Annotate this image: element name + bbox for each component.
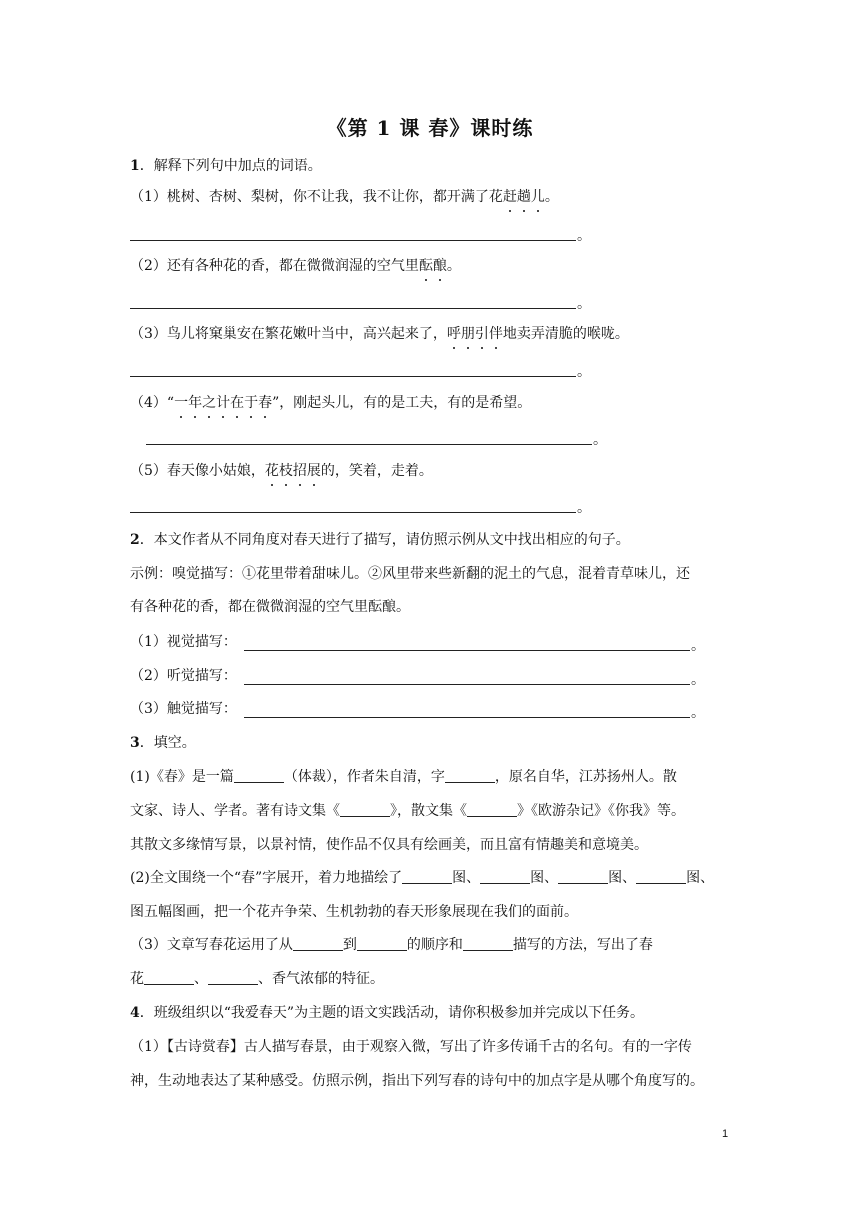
- q3-number: 3: [130, 735, 140, 751]
- answer-period: 。: [577, 228, 591, 244]
- answer-line[interactable]: [146, 444, 592, 445]
- fill-blank[interactable]: [234, 768, 284, 783]
- fill-blank[interactable]: [340, 802, 390, 817]
- q1-item-5: （5）春天像小姑娘，花枝招展的，笑着，走着。: [130, 463, 433, 479]
- page-number: 1: [722, 1128, 729, 1140]
- fill-blank[interactable]: [636, 869, 686, 884]
- fill-blank[interactable]: [463, 936, 513, 951]
- dotted-word: 一年之计在于春: [174, 395, 273, 411]
- answer-line[interactable]: [244, 717, 690, 718]
- fill-blank[interactable]: [445, 768, 495, 783]
- answer-line[interactable]: [130, 376, 576, 377]
- q1-item-4: （4）“一年之计在于春”，刚起头儿，有的是工夫，有的是希望。: [130, 395, 532, 411]
- fill-blank[interactable]: [480, 869, 530, 884]
- q2-example-line-1: 示例：嗅觉描写：①花里带着甜味儿。②风里带来些新翻的泥土的气息，混着青草味儿，还: [130, 566, 690, 582]
- q3-p1-line-2: 文家、诗人、学者。著有诗文集《 》，散文集《 》《欧游杂记》《你我》等。: [130, 803, 685, 819]
- answer-period: 。: [691, 672, 705, 688]
- q2-item-2: （2）听觉描写：: [130, 668, 237, 684]
- fill-blank[interactable]: [144, 970, 194, 985]
- fill-blank[interactable]: [467, 802, 517, 817]
- answer-line[interactable]: [130, 240, 576, 241]
- dotted-word: 呼朋引伴: [446, 326, 503, 342]
- answer-period: 。: [577, 364, 591, 380]
- q3-p2-line-2: 图五幅图画，把一个花卉争荣、生机勃勃的春天形象展现在我们的面前。: [130, 904, 578, 920]
- q2-item-1: （1）视觉描写：: [130, 634, 237, 650]
- dotted-word: 花枝招展: [264, 463, 321, 479]
- q1-stem: 1．解释下列句中加点的词语。: [130, 158, 322, 174]
- q2-item-3: （3）触觉描写：: [130, 701, 237, 717]
- answer-period: 。: [593, 432, 607, 448]
- q1-item-1: （1）桃树、杏树、梨树，你不让我，我不让你，都开满了花赶趟儿。: [130, 189, 559, 205]
- answer-line[interactable]: [130, 512, 576, 513]
- q4-stem: 4．班级组织以“我爱春天”为主题的语文实践活动，请你积极参加并完成以下任务。: [130, 1005, 645, 1021]
- q3-p2-line-1: (2)全文围绕一个“春”字展开，着力地描绘了 图、 图、 图、 图、: [130, 870, 715, 886]
- fill-blank[interactable]: [357, 936, 407, 951]
- fill-blank[interactable]: [208, 970, 258, 985]
- dotted-word: 酝酿: [418, 258, 447, 274]
- q3-p1-line-1: (1)《春》是一篇 （体裁），作者朱自清，字 ，原名自华，江苏扬州人。散: [130, 769, 677, 785]
- q3-p3-line-2: 花 、 、香气浓郁的特征。: [130, 971, 384, 987]
- q2-example-line-2: 有各种花的香，都在微微润湿的空气里酝酿。: [130, 599, 410, 615]
- answer-period: 。: [577, 500, 591, 516]
- q4-p1: （1）【古诗赏春】古人描写春景，由于观察入微，写出了许多传诵千古的名句。有的一字传: [130, 1039, 692, 1055]
- answer-line[interactable]: [130, 308, 576, 309]
- q1-item-2: （2）还有各种花的香，都在微微润湿的空气里酝酿。: [130, 258, 461, 274]
- fill-blank[interactable]: [558, 869, 608, 884]
- answer-period: 。: [691, 705, 705, 721]
- answer-period: 。: [577, 296, 591, 312]
- q3-p3-line-1: （3）文章写春花运用了从 到 的顺序和 描写的方法，写出了春: [130, 937, 653, 953]
- q3-stem: 3．填空。: [130, 735, 196, 751]
- answer-line[interactable]: [244, 684, 690, 685]
- q1-number: 1: [130, 158, 140, 174]
- page-title: 《第 1 课 春》课时练: [326, 116, 534, 140]
- fill-blank[interactable]: [293, 936, 343, 951]
- q3-p1-line-3: 其散文多缘情写景，以景衬情，使作品不仅具有绘画美，而且富有情趣美和意境美。: [130, 837, 648, 853]
- answer-line[interactable]: [244, 650, 690, 651]
- q2-number: 2: [130, 532, 140, 548]
- answer-period: 。: [691, 638, 705, 654]
- q2-stem: 2．本文作者从不同角度对春天进行了描写，请仿照示例从文中找出相应的句子。: [130, 532, 630, 548]
- q1-item-3: （3）鸟儿将窠巢安在繁花嫩叶当中，高兴起来了，呼朋引伴地卖弄清脆的喉咙。: [130, 326, 629, 342]
- q4-p2: 神，生动地表达了某种感受。仿照示例，指出下列写春的诗句中的加点字是从哪个角度写的。: [130, 1073, 704, 1089]
- q4-number: 4: [130, 1005, 140, 1021]
- dotted-word: 赶趟儿: [502, 189, 545, 205]
- fill-blank[interactable]: [402, 869, 452, 884]
